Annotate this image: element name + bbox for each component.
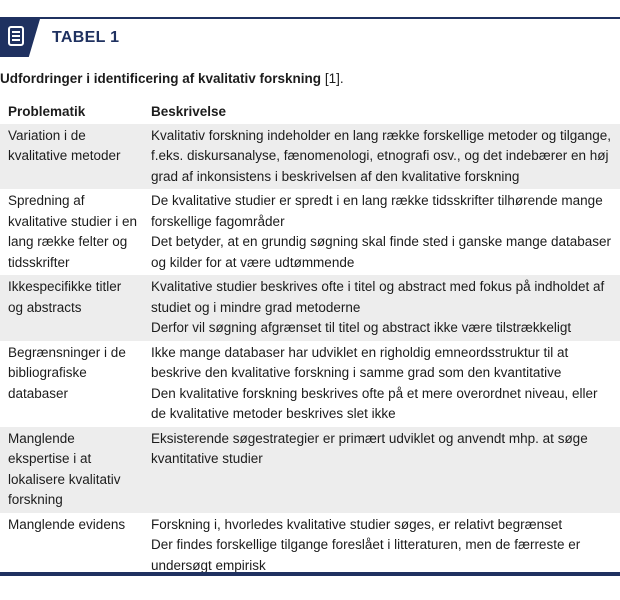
description-cell <box>143 341 620 427</box>
caption-text: Udfordringer i identificering af kvalitativ forskning <box>0 71 325 86</box>
description-paragraph: Eksisterende søgestrategier er primært udviklet og anvendt mhp. at søge kvantitative studier <box>151 430 588 466</box>
description-paragraph: Den kvalitative forskning beskrives ofte på et mere overordnet niveau, eller de kvalitative metoder beskrives slet ikke <box>151 385 598 421</box>
description-cell <box>143 275 620 341</box>
table-row <box>0 189 620 275</box>
description-cell <box>143 189 620 275</box>
table-header <box>0 17 620 57</box>
problem-cell: Manglende evidens <box>8 516 126 532</box>
description-cell <box>143 124 620 190</box>
description-paragraph: Der findes forskellige tilgange foreslået i litteraturen, men de færreste er undersøgt empirisk <box>151 537 581 573</box>
description-cell <box>143 513 620 579</box>
column-header-beskrivelse: Beskrivelse <box>151 104 227 119</box>
table-row <box>0 513 620 579</box>
table-caption <box>0 71 344 86</box>
document-list-icon <box>8 26 24 46</box>
problem-cell: Variation i de kvalitative metoder <box>0 124 143 190</box>
problem-cell: Spredning af kvalitative studier i en lang række felter og tidsskrifter <box>8 193 138 270</box>
challenges-table <box>0 100 620 578</box>
description-paragraph: Ikke mange databaser har udviklet en righoldig emneordsstruktur til at beskrive den kvalitative forskning i samme grad som den kvantitative <box>151 344 569 380</box>
column-header-problematik: Problematik <box>8 104 86 119</box>
table-title: TABEL 1 <box>52 29 120 46</box>
table-body <box>0 124 620 579</box>
table-row <box>0 341 620 427</box>
caption-reference: [1]. <box>324 71 344 86</box>
description-cell <box>143 427 620 513</box>
table-row <box>0 427 620 513</box>
table-row <box>0 124 620 190</box>
table-row <box>0 275 620 341</box>
description-paragraph: Det betyder, at en grundig søgning skal finde sted i ganske mange databaser og kilder for at være udtømmende <box>151 234 612 270</box>
description-paragraph: De kvalitative studier er spredt i en lang række tidsskrifter tilhørende mange forskellige fagområder <box>151 193 603 229</box>
description-paragraph: Derfor vil søgning afgrænset til titel og abstract ikke være tilstrækkeligt <box>151 320 572 335</box>
problem-cell: Begrænsninger i de bibliografiske databaser <box>8 344 126 401</box>
description-paragraph: Forskning i, hvorledes kvalitative studier søges, er relativt begrænset <box>151 516 563 532</box>
header-badge <box>0 19 40 57</box>
description-paragraph: Kvalitative studier beskrives ofte i titel og abstract med fokus på indholdet af studiet og i mindre grad metoderne <box>151 279 605 315</box>
description-paragraph: Kvalitativ forskning indeholder en lang række forskellige metoder og tilgange, f.eks. diskursanalyse, fænomenologi, etnografi osv., og det indebærer en høj grad af inkonsistens i beskrivelsen af den kvalitative forskning <box>151 127 612 184</box>
problem-cell: Ikkespecifikke titler og abstracts <box>0 275 143 341</box>
table-header-row <box>0 100 620 124</box>
header-rule <box>0 17 620 19</box>
footer-rule <box>0 572 620 576</box>
problem-cell: Manglende ekspertise i at lokalisere kvalitativ forskning <box>0 427 143 513</box>
